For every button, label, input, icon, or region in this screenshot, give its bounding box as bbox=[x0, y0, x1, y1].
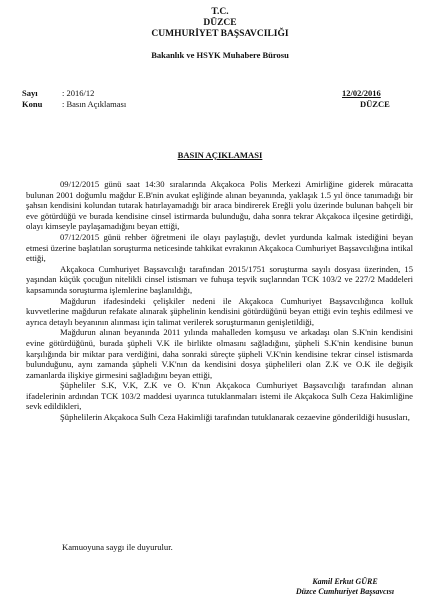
closing-line: Kamuoyuna saygı ile duyurulur. bbox=[62, 542, 173, 552]
konu-value: : Basın Açıklaması bbox=[62, 99, 127, 109]
paragraph: Mağdurun ifadesindeki çelişkiler nedeni ile Akçakoca Cumhuriyet Başsavcılığınca kolluk kuvvetlerine mağdurun refakate alınarak şüphelinin kendisini götürdüğünü beyan ettiği evin teşhis edilmesi ve ayrıca detaylı beyanının alınması için talimat verilerek soruşturmanın genişletildiği, bbox=[26, 295, 413, 327]
header-city: DÜZCE bbox=[203, 18, 237, 28]
paragraph: Mağdurun alınan beyanında 2011 yılında mahalleden komşusu ve arkadaşı olan S.K'nin kendisini evine götürdüğünü, burada şüpheli V.K ile birlikte olmasını sağladığını, şüpheli S.K'nin kendisine bunun karşılığında bir miktar para verdiğini, daha sonraki süreçte şüpheli V.K'nin kendisine tekrar cinsel istismarda bulunduğunu, aynı zamanda şüpheli V.K'nın da kendisini dosya şüphelileri olan Z.K ve O.K ile değişik zamanlarda ilişkiye girmesini sağladığını beyan ettiği, bbox=[26, 327, 413, 380]
header-office: CUMHURİYET BAŞSAVCILIĞI bbox=[151, 29, 289, 39]
paragraph: Akçakoca Cumhuriyet Başsavcılığı tarafından 2015/1751 soruşturma sayılı dosyası üzerinden, 15 yaşından küçük çocuğun nitelikli cinsel istismarı ve fuhuşa teşvik suçlarından TCK 103/2 ve 227/2 Maddeleri kapsamında soruşturma işlemlerine başlanıldığı, bbox=[26, 263, 413, 295]
paragraph: Şüpheliler S.K, V.K, Z.K ve O. K'nın Akçakoca Cumhuriyet Başsavcılığı tarafından alınan ifadelerinin ardından TCK 103/2 maddesi uyarınca tutuklanmaları istemi ile Akçakoca Sulh Ceza Hakimliğine sevk edildikleri, bbox=[26, 380, 413, 412]
sayi-label: Sayı bbox=[22, 88, 38, 98]
document-body bbox=[26, 179, 413, 423]
header-bureau: Bakanlık ve HSYK Muhabere Bürosu bbox=[151, 50, 289, 60]
header-tc: T.C. bbox=[211, 7, 229, 17]
document-title: BASIN AÇIKLAMASI bbox=[177, 150, 263, 160]
konu-label: Konu bbox=[22, 99, 43, 109]
document-date: 12/02/2016 bbox=[342, 88, 381, 98]
paragraph: 07/12/2015 günü rehber öğretmeni ile olayı paylaştığı, devlet yurdunda kalmak istediğini beyan etmesi üzerine başlatılan soruşturma neticesinde tahkikat evrakının Akçakoca Cumhuriyet Başsavcılığına intikal ettiği, bbox=[26, 231, 413, 264]
signature-name: Kamil Erkut GÜRE bbox=[312, 577, 378, 586]
document-place: DÜZCE bbox=[360, 99, 390, 109]
paragraph: Şüphelilerin Akçakoca Sulh Ceza Hakimliği tarafından tutuklanarak cezaevine gönderildiği hususları, bbox=[60, 412, 410, 423]
signature-role: Düzce Cumhuriyet Başsavcısı bbox=[295, 587, 395, 596]
sayi-value: : 2016/12 bbox=[62, 88, 95, 98]
paragraph: 09/12/2015 günü saat 14:30 sıralarında Akçakoca Polis Merkezi Amirliğine giderek müracatta bulunan 2001 doğumlu mağdur E.B'nin avukat eşliğinde alınan beyanında, yaklaşık 1.5 yıl önce tanımadığı bir şahsın kendisini kolundan tutarak hatırlayamadığı bir araca bindirerek Ereğli yolu üzerinde bulunan bahçeli bir eve götürdüğü ve burada kendisine cinsel istirmarda bulunduğu, daha sonra tekrar Akçakoca ilçesine getirdiği, olayı kimseyle paylaşamadığını beyan ettiği, bbox=[26, 179, 413, 232]
